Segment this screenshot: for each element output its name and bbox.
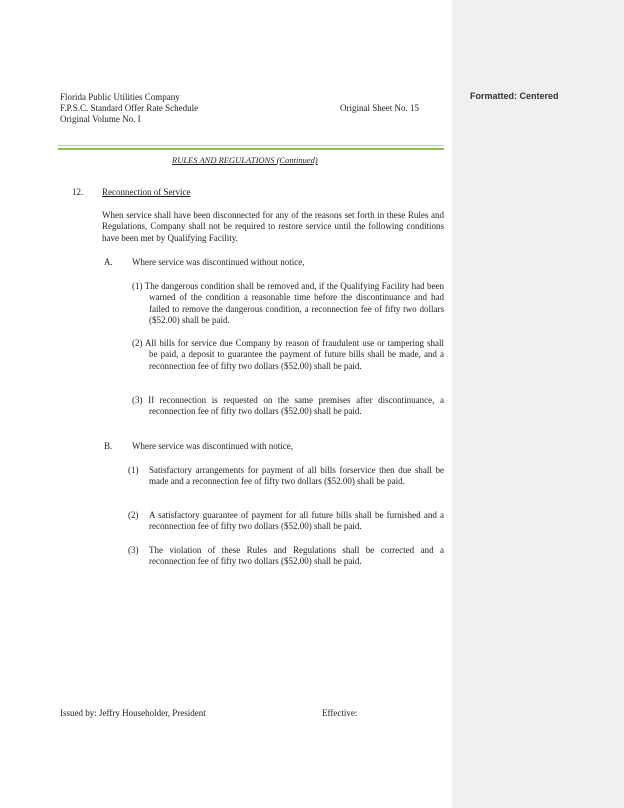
part-b-item-1-number: (1) [128, 465, 139, 475]
footer-issued-by: Issued by: Jeffry Householder, President [60, 708, 206, 718]
part-b-item-3-text: The violation of these Rules and Regulations shall be corrected and a reconnection fee of fifty two dollars ($52.00) shall be paid. [149, 545, 444, 567]
part-a-item-3: (3) If reconnection is requested on the same premises after discontinuance, a reconnection fee of fifty two dollars ($52.00) shall be paid. [132, 395, 444, 417]
part-b-heading: Where service was discontinued with notice, [132, 441, 293, 451]
part-a-item-2: (2) All bills for service due Company by reason of fraudulent use or tampering shall be paid, a deposit to guarantee the payment of future bills shall be made, and a reconnection fee of fifty two dollars ($52.00) shall be paid. [132, 338, 444, 371]
header-sheet-number: Original Sheet No. 15 [340, 103, 419, 113]
header-company: Florida Public Utilities Company [60, 92, 180, 102]
part-a-item-1: (1) The dangerous condition shall be removed and, if the Qualifying Facility had been warned of the condition a reasonable time before the discontinuance and had failed to remove the dangerous condition, a reconnection fee of fifty two dollars ($52.00) shall be paid. [132, 281, 444, 325]
part-b-item-3-number: (3) [128, 545, 139, 555]
part-a-heading: Where service was discontinued without notice, [132, 257, 305, 267]
footer-effective: Effective: [322, 708, 358, 718]
section-heading: Reconnection of Service [102, 187, 191, 197]
header-divider-gray [58, 145, 444, 146]
part-b-item-2-number: (2) [128, 510, 139, 520]
header-divider-green [58, 148, 444, 150]
part-b-item-1-text: Satisfactory arrangements for payment of all bills forservice then due shall be made and a reconnection fee of fifty two dollars ($52.00) shall be paid. [149, 465, 444, 487]
part-b-label: B. [104, 441, 113, 451]
section-title: RULES AND REGULATIONS (Continued) [172, 155, 318, 165]
part-b-item-2-text: A satisfactory guarantee of payment for all future bills shall be furnished and a reconnection fee of fifty two dollars ($52.00) shall be paid. [149, 510, 444, 532]
header-volume: Original Volume No. I [60, 114, 141, 124]
comments-pane [452, 0, 624, 808]
header-schedule: F.P.S.C. Standard Offer Rate Schedule [60, 103, 199, 113]
part-a-label: A. [104, 257, 113, 267]
section-number: 12. [72, 187, 84, 197]
intro-paragraph: When service shall have been disconnected for any of the reasons set forth in these Rules and Regulations, Company shall not be required to restore service until the following conditions have been met by Qualifying Facility. [102, 210, 444, 243]
comment-balloon-text: Formatted: Centered [470, 91, 559, 101]
